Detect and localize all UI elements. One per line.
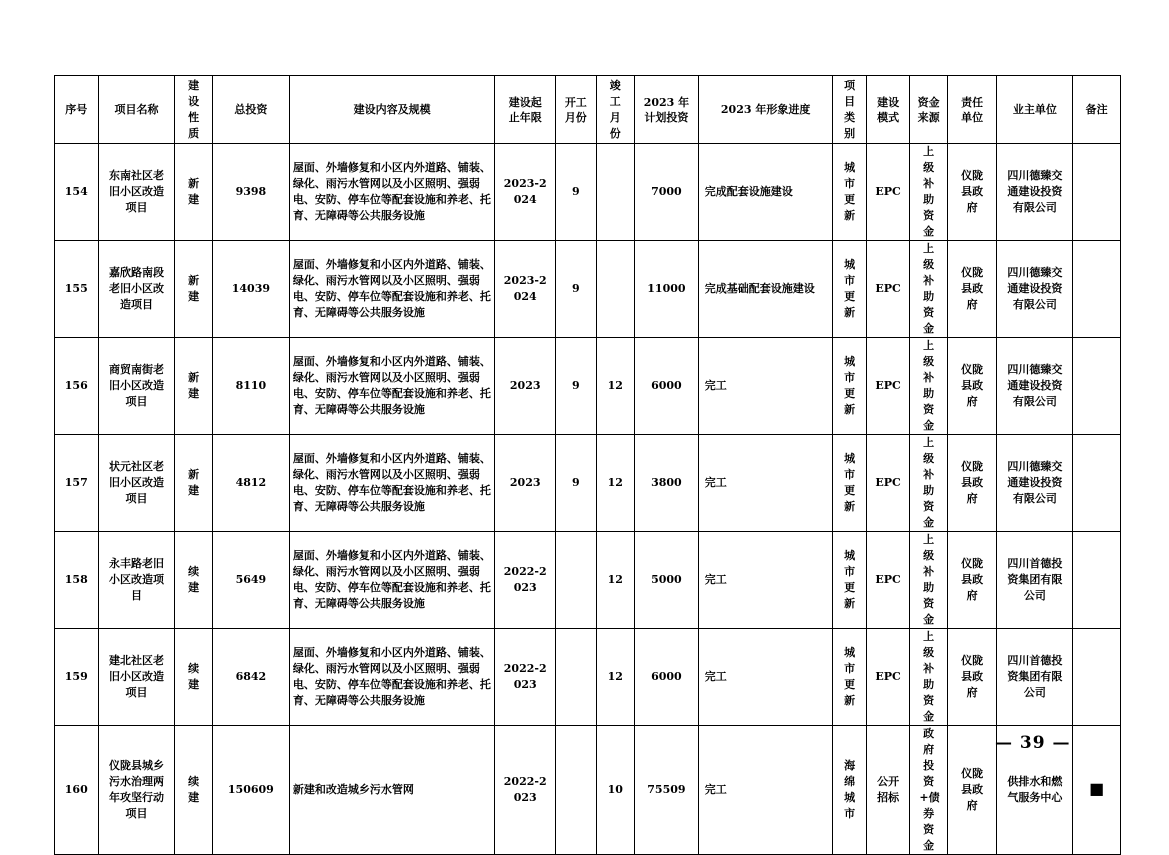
cell-start: 9: [556, 435, 596, 532]
cell-progress: 完工: [698, 338, 833, 435]
cell-period: 2023: [495, 338, 556, 435]
cell-category: 城市更新: [833, 144, 866, 241]
cell-start: [556, 532, 596, 629]
cell-total: 6842: [212, 629, 289, 726]
table-body: [55, 144, 1121, 855]
cell-total: 5649: [212, 532, 289, 629]
cell-remark: [1073, 435, 1121, 532]
cell-no: 157: [55, 435, 99, 532]
cell-progress: 完工: [698, 629, 833, 726]
cell-total: 14039: [212, 241, 289, 338]
cell-start: 9: [556, 338, 596, 435]
cell-owner: 四川首德投资集团有限公司: [997, 532, 1073, 629]
header-mode: 建设模式: [866, 76, 910, 144]
cell-owner: 四川德臻交通建设投资有限公司: [997, 241, 1073, 338]
header-category: 项目类别: [833, 76, 866, 144]
page-number: — 39 —: [995, 733, 1071, 753]
cell-mode: EPC: [866, 532, 910, 629]
cell-fund: 上级补助资金: [910, 338, 947, 435]
header-row: [55, 76, 1121, 144]
cell-nature: 新建: [175, 435, 212, 532]
cell-nature: 续建: [175, 629, 212, 726]
cell-plan: 11000: [635, 241, 699, 338]
cell-nature: 续建: [175, 532, 212, 629]
cell-period: 2022-2023: [495, 629, 556, 726]
cell-nature: 新建: [175, 338, 212, 435]
cell-progress: 完工: [698, 532, 833, 629]
cell-content: 屋面、外墙修复和小区内外道路、铺装、绿化、雨污水管网以及小区照明、强弱电、安防、停车位等配套设施和养老、托育、无障碍等公共服务设施: [289, 629, 495, 726]
header-owner: 业主单位: [997, 76, 1073, 144]
cell-no: 158: [55, 532, 99, 629]
cell-mode: EPC: [866, 629, 910, 726]
table-row: [55, 726, 1121, 855]
header-finish: 竣工月份: [596, 76, 634, 144]
cell-remark: [1073, 726, 1121, 855]
header-content: 建设内容及规模: [289, 76, 495, 144]
cell-period: 2023-2024: [495, 241, 556, 338]
cell-start: [556, 629, 596, 726]
table-row: [55, 532, 1121, 629]
cell-start: 9: [556, 144, 596, 241]
cell-finish: 12: [596, 435, 634, 532]
cell-name: 嘉欣路南段老旧小区改造项目: [98, 241, 175, 338]
cell-plan: 6000: [635, 338, 699, 435]
cell-plan: 7000: [635, 144, 699, 241]
cell-total: 8110: [212, 338, 289, 435]
cell-finish: [596, 241, 634, 338]
cell-period: 2023: [495, 435, 556, 532]
cell-plan: 5000: [635, 532, 699, 629]
cell-no: 154: [55, 144, 99, 241]
cell-name: 仪陇县城乡污水治理两年攻坚行动项目: [98, 726, 175, 855]
cell-total: 4812: [212, 435, 289, 532]
cell-content: 新建和改造城乡污水管网: [289, 726, 495, 855]
cell-owner: 四川首德投资集团有限公司: [997, 629, 1073, 726]
cell-name: 建北社区老旧小区改造项目: [98, 629, 175, 726]
header-fund: 资金来源: [910, 76, 947, 144]
cell-total: 150609: [212, 726, 289, 855]
cell-nature: 新建: [175, 241, 212, 338]
header-nature: 建设性质: [175, 76, 212, 144]
header-unit: 责任单位: [947, 76, 997, 144]
cell-plan: 3800: [635, 435, 699, 532]
cell-fund: 政府投资+债券资金: [910, 726, 947, 855]
cell-name: 商贸南街老旧小区改造项目: [98, 338, 175, 435]
cell-period: 2023-2024: [495, 144, 556, 241]
cell-fund: 上级补助资金: [910, 144, 947, 241]
cell-category: 城市更新: [833, 338, 866, 435]
cell-fund: 上级补助资金: [910, 532, 947, 629]
cell-owner: 四川德臻交通建设投资有限公司: [997, 144, 1073, 241]
cell-name: 东南社区老旧小区改造项目: [98, 144, 175, 241]
cell-name: 状元社区老旧小区改造项目: [98, 435, 175, 532]
cell-no: 155: [55, 241, 99, 338]
cell-finish: 12: [596, 338, 634, 435]
cell-category: 城市更新: [833, 629, 866, 726]
cell-name: 永丰路老旧小区改造项目: [98, 532, 175, 629]
cell-fund: 上级补助资金: [910, 241, 947, 338]
table-row: [55, 144, 1121, 241]
cell-progress: 完成配套设施建设: [698, 144, 833, 241]
cell-nature: 新建: [175, 144, 212, 241]
cell-progress: 完工: [698, 435, 833, 532]
cell-remark: [1073, 629, 1121, 726]
cell-plan: 6000: [635, 629, 699, 726]
cell-plan: 75509: [635, 726, 699, 855]
cell-content: 屋面、外墙修复和小区内外道路、铺装、绿化、雨污水管网以及小区照明、强弱电、安防、停车位等配套设施和养老、托育、无障碍等公共服务设施: [289, 532, 495, 629]
cell-remark: [1073, 532, 1121, 629]
cell-owner: 供排水和燃气服务中心: [997, 726, 1073, 855]
cell-period: 2022-2023: [495, 532, 556, 629]
header-no: 序号: [55, 76, 99, 144]
header-plan: 2023 年计划投资: [635, 76, 699, 144]
cell-unit: 仪陇县政府: [947, 435, 997, 532]
header-total: 总投资: [212, 76, 289, 144]
table-row: [55, 241, 1121, 338]
cell-category: 城市更新: [833, 435, 866, 532]
cell-remark: [1073, 241, 1121, 338]
cell-mode: EPC: [866, 435, 910, 532]
cell-fund: 上级补助资金: [910, 435, 947, 532]
cell-unit: 仪陇县政府: [947, 726, 997, 855]
cell-unit: 仪陇县政府: [947, 241, 997, 338]
cell-category: 海绵城市: [833, 726, 866, 855]
cell-fund: 上级补助资金: [910, 629, 947, 726]
cell-mode: 公开招标: [866, 726, 910, 855]
cell-start: [556, 726, 596, 855]
cell-progress: 完工: [698, 726, 833, 855]
cell-mode: EPC: [866, 338, 910, 435]
project-table: [54, 75, 1121, 855]
cell-remark: [1073, 338, 1121, 435]
cell-start: 9: [556, 241, 596, 338]
cell-finish: 12: [596, 629, 634, 726]
table-row: [55, 338, 1121, 435]
header-progress: 2023 年形象进度: [698, 76, 833, 144]
cell-progress: 完成基础配套设施建设: [698, 241, 833, 338]
cell-nature: 续建: [175, 726, 212, 855]
header-period: 建设起止年限: [495, 76, 556, 144]
cell-content: 屋面、外墙修复和小区内外道路、铺装、绿化、雨污水管网以及小区照明、强弱电、安防、停车位等配套设施和养老、托育、无障碍等公共服务设施: [289, 338, 495, 435]
cell-finish: 10: [596, 726, 634, 855]
cell-unit: 仪陇县政府: [947, 144, 997, 241]
cell-mode: EPC: [866, 241, 910, 338]
cell-no: 156: [55, 338, 99, 435]
table-row: [55, 629, 1121, 726]
header-remark: 备注: [1073, 76, 1121, 144]
cell-remark: [1073, 144, 1121, 241]
header-start: 开工月份: [556, 76, 596, 144]
cell-unit: 仪陇县政府: [947, 532, 997, 629]
table-row: [55, 435, 1121, 532]
cell-owner: 四川德臻交通建设投资有限公司: [997, 435, 1073, 532]
cell-no: 159: [55, 629, 99, 726]
cell-period: 2022-2023: [495, 726, 556, 855]
header-name: 项目名称: [98, 76, 175, 144]
cell-finish: 12: [596, 532, 634, 629]
remark-mark: ■: [1089, 779, 1105, 798]
cell-category: 城市更新: [833, 241, 866, 338]
cell-total: 9398: [212, 144, 289, 241]
cell-unit: 仪陇县政府: [947, 629, 997, 726]
cell-content: 屋面、外墙修复和小区内外道路、铺装、绿化、雨污水管网以及小区照明、强弱电、安防、停车位等配套设施和养老、托育、无障碍等公共服务设施: [289, 241, 495, 338]
cell-content: 屋面、外墙修复和小区内外道路、铺装、绿化、雨污水管网以及小区照明、强弱电、安防、停车位等配套设施和养老、托育、无障碍等公共服务设施: [289, 435, 495, 532]
cell-no: 160: [55, 726, 99, 855]
cell-finish: [596, 144, 634, 241]
cell-category: 城市更新: [833, 532, 866, 629]
cell-unit: 仪陇县政府: [947, 338, 997, 435]
cell-mode: EPC: [866, 144, 910, 241]
cell-content: 屋面、外墙修复和小区内外道路、铺装、绿化、雨污水管网以及小区照明、强弱电、安防、停车位等配套设施和养老、托育、无障碍等公共服务设施: [289, 144, 495, 241]
cell-owner: 四川德臻交通建设投资有限公司: [997, 338, 1073, 435]
